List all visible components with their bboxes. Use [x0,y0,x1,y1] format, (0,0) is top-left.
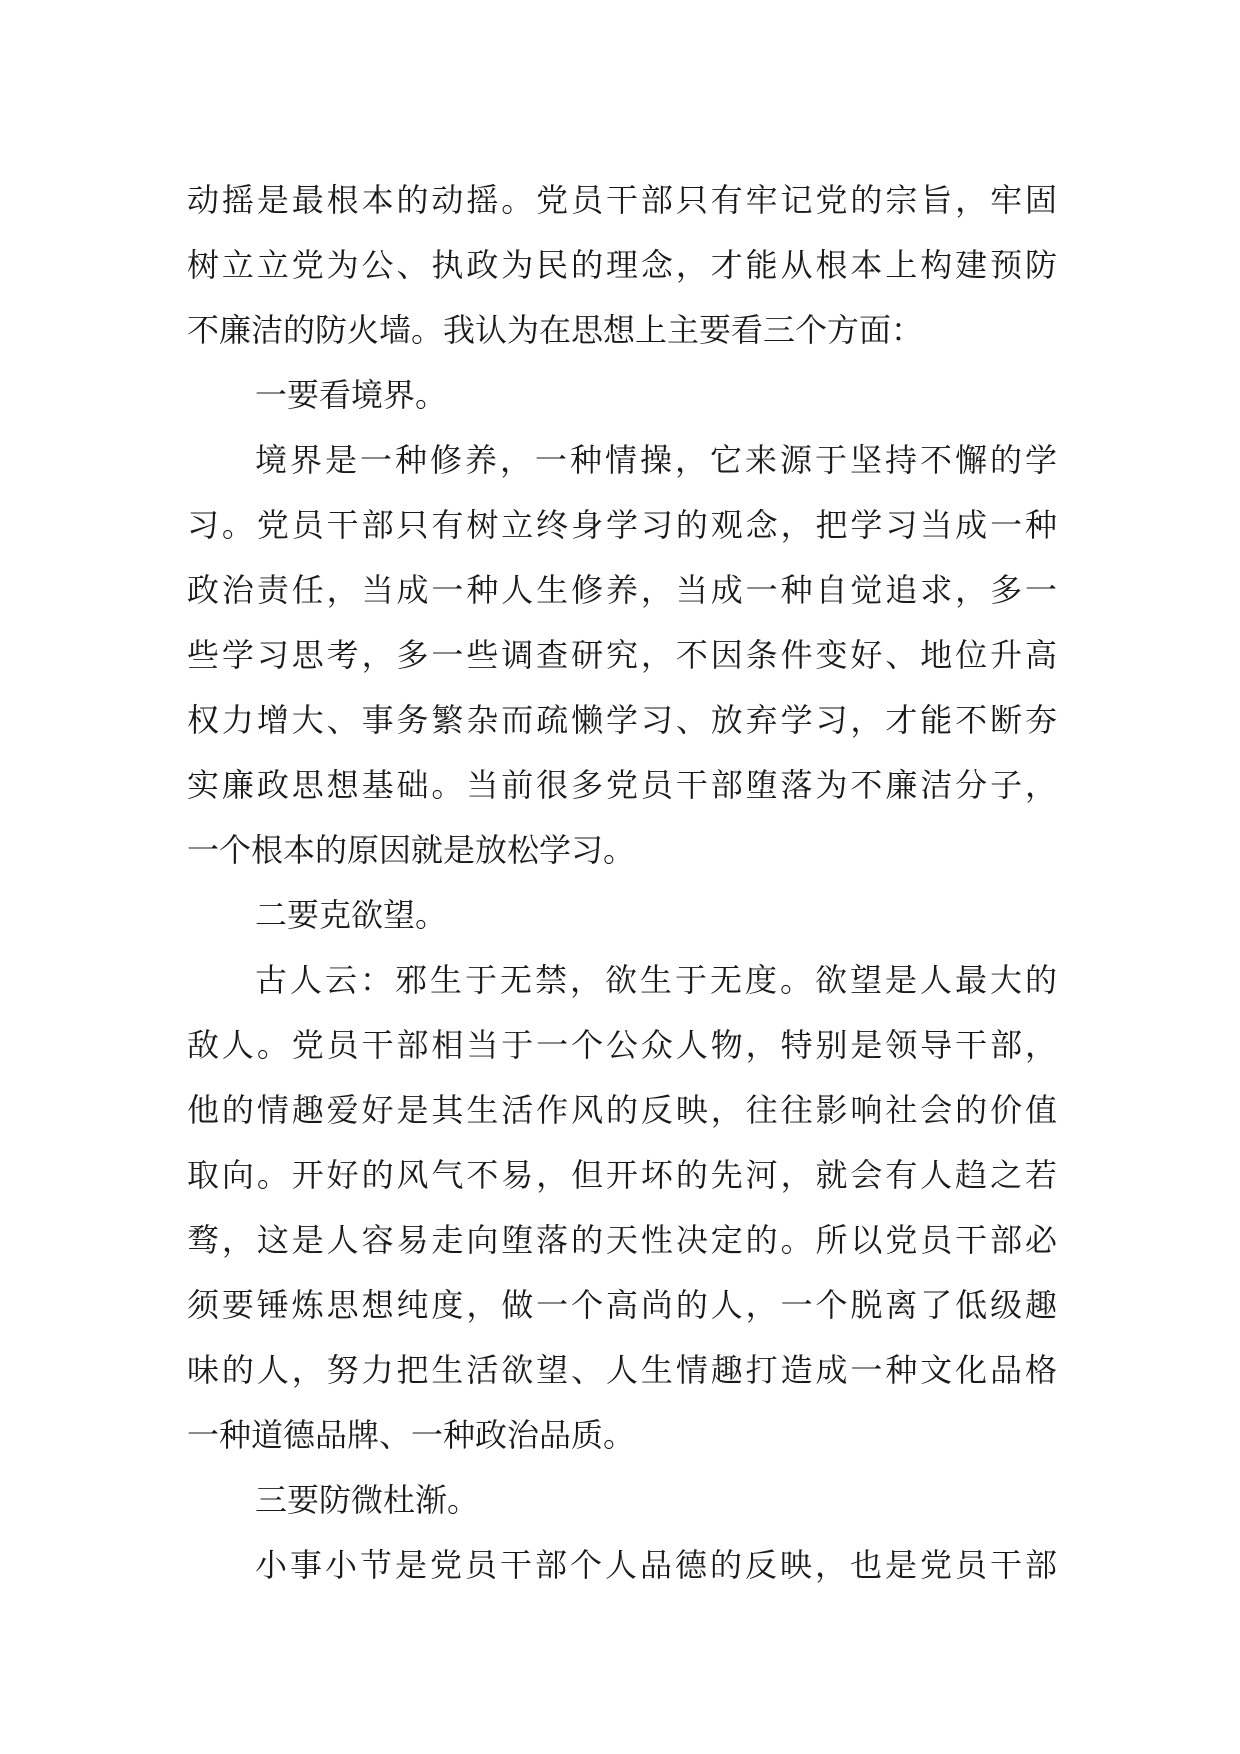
paragraph-line: 权力增大、事务繁杂而疏懒学习、放弃学习，才能不断夯 [187,701,1057,739]
paragraph-line: 取向。开好的风气不易，但开坏的先河，就会有人趋之若 [187,1156,1057,1194]
paragraph-line: 须要锤炼思想纯度，做一个高尚的人，一个脱离了低级趣 [187,1286,1057,1324]
paragraph-line: 一个根本的原因就是放松学习。 [187,831,636,869]
paragraph-line: 树立立党为公、执政为民的理念，才能从根本上构建预防 [187,246,1057,284]
paragraph-line: 敌人。党员干部相当于一个公众人物，特别是领导干部， [187,1026,1057,1064]
paragraph-line: 他的情趣爱好是其生活作风的反映，往往影响社会的价值 [187,1091,1057,1129]
paragraph-line: 一种道德品牌、一种政治品质。 [187,1416,636,1454]
paragraph-line: 些学习思考，多一些调查研究，不因条件变好、地位升高 [187,636,1057,674]
paragraph-line: 实廉政思想基础。当前很多党员干部堕落为不廉洁分子， [187,766,1057,804]
document-body [187,168,1057,1598]
paragraph-line: 动摇是最根本的动摇。党员干部只有牢记党的宗旨，牢固 [187,181,1057,219]
paragraph-line: 习。党员干部只有树立终身学习的观念，把学习当成一种 [187,506,1057,544]
section-heading: 二要克欲望。 [255,896,448,934]
section-heading: 三要防微杜渐。 [255,1481,480,1519]
paragraph-line: 境界是一种修养，一种情操，它来源于坚持不懈的学 [255,441,1057,479]
paragraph-line: 小事小节是党员干部个人品德的反映，也是党员干部 [255,1546,1057,1584]
paragraph-line: 骛，这是人容易走向堕落的天性决定的。所以党员干部必 [187,1221,1057,1259]
paragraph-line: 不廉洁的防火墙。我认为在思想上主要看三个方面： [187,311,924,349]
paragraph-line: 味的人，努力把生活欲望、人生情趣打造成一种文化品格 [187,1351,1057,1389]
section-heading: 一要看境界。 [255,376,448,414]
paragraph-line: 政治责任，当成一种人生修养，当成一种自觉追求，多一 [187,571,1057,609]
paragraph-line: 古人云：邪生于无禁，欲生于无度。欲望是人最大的 [255,961,1057,999]
